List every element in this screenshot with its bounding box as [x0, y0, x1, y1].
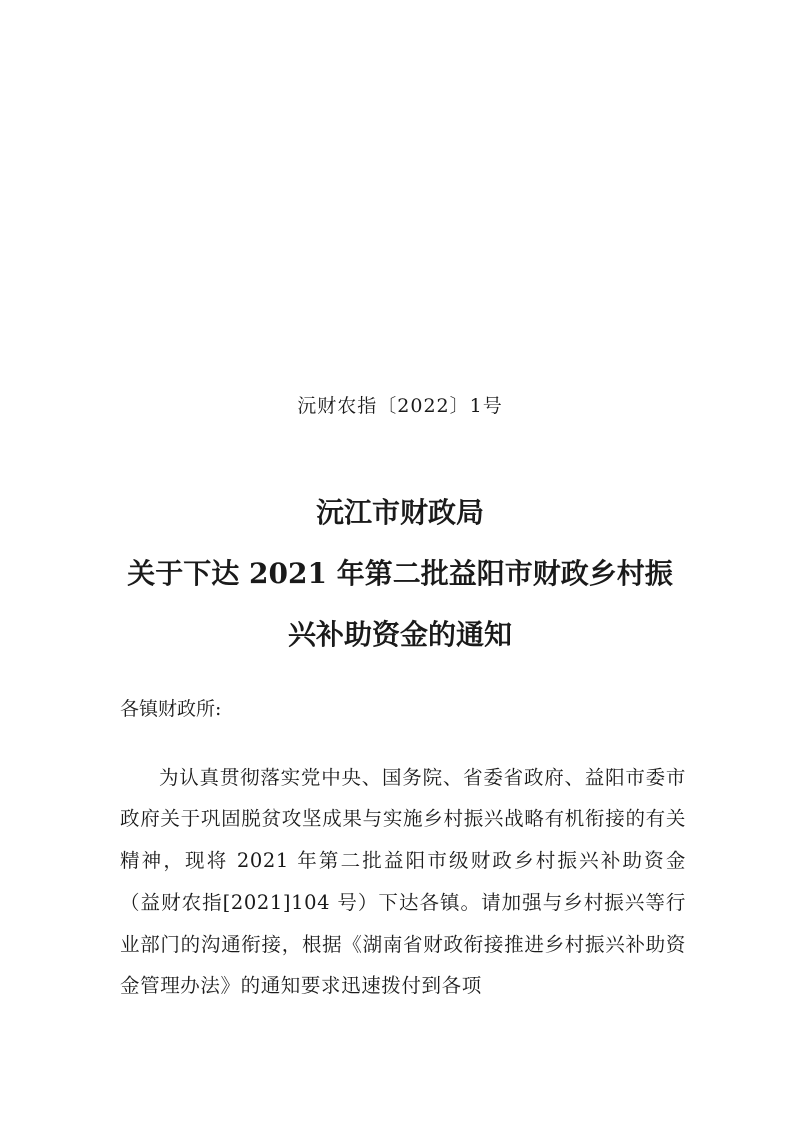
title-line-issuer: 沅江市财政局	[315, 496, 484, 529]
title-line-subject: 关于下达 2021 年第二批益阳市财政乡村振	[127, 557, 673, 590]
document-title	[110, 498, 690, 650]
salutation: 各镇财政所:	[120, 698, 222, 720]
body-paragraph: 为认真贯彻落实党中央、国务院、省委省政府、益阳市委市政府关于巩固脱贫攻坚成果与实施乡村振兴战略有机衔接的有关精神，现将 2021 年第二批益阳市级财政乡村振兴补助资金（益财农指[2021]104 号）下达各镇。请加强与乡村振兴等行业部门的沟通衔接，根据《湖南省财政衔接推进乡村振兴补助资金管理办法》的通知要求迅速拨付到各项	[120, 765, 686, 998]
title-line-subject-end: 兴补助资金的通知	[287, 618, 512, 651]
document-number: 沅财农指〔2022〕1号	[297, 395, 503, 417]
